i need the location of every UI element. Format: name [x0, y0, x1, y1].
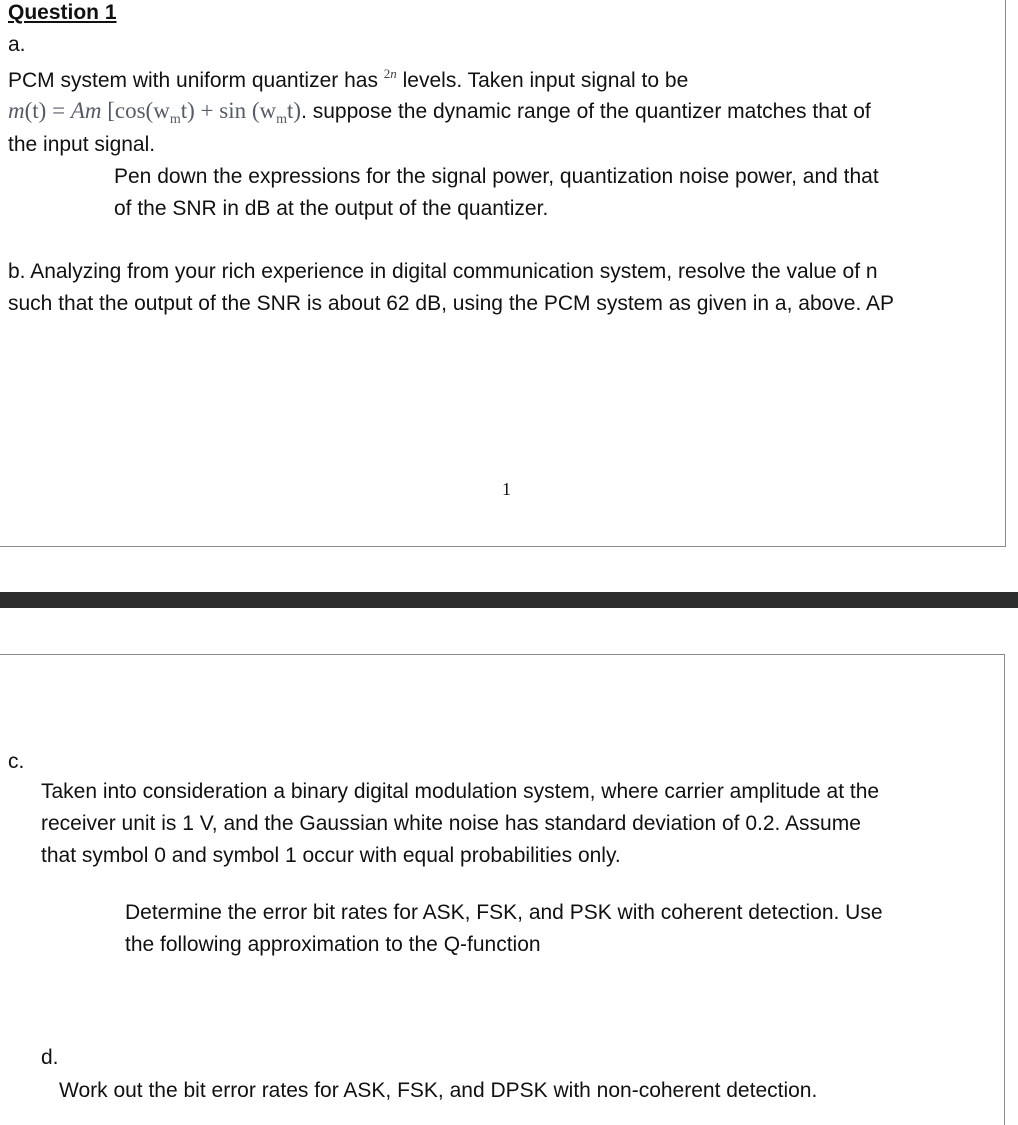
question-heading: Question 1 [8, 1, 117, 24]
page-number: 1 [502, 479, 511, 499]
part-a-label: a. [8, 33, 26, 56]
levels-expression: 2n [383, 66, 397, 81]
part-c-task-line1: Determine the error bit rates for ASK, FSK, and PSK with coherent detection. Use [125, 901, 883, 924]
part-a-task-line2: of the SNR in dB at the output of the quantizer. [114, 197, 549, 220]
part-a-task-line1: Pen down the expressions for the signal power, quantization noise power, and that [114, 165, 879, 188]
part-a-line3: the input signal. [8, 133, 156, 156]
part-d-line1: Work out the bit error rates for ASK, FSK, and DPSK with non-coherent detection. [59, 1079, 818, 1102]
part-c-label: c. [8, 750, 25, 773]
question-page-bottom [0, 654, 1005, 1125]
signal-formula-line: m(t) = Am [$\cos(w_mt) + \sin (w_mt)$. suppose the dynamic range of the quantizer matches that of [8, 98, 871, 127]
question-page-top [0, 0, 1006, 547]
part-d-label: d. [41, 1046, 59, 1069]
part-c-line2: receiver unit is 1 V, and the Gaussian white noise has standard deviation of 0.2. Assume [41, 812, 861, 835]
signal-formula: m(t) = Am [$\cos(w_mt) + \sin (w_mt)$ [8, 98, 302, 127]
page-separator [0, 592, 1018, 608]
part-b-line2: such that the output of the SNR is about 62 dB, using the PCM system as given in a, above. AP [8, 292, 895, 315]
part-b-line1: b. Analyzing from your rich experience in digital communication system, resolve the value of n [8, 260, 878, 283]
part-c-line1: Taken into consideration a binary digital modulation system, where carrier amplitude at the [41, 780, 880, 803]
part-c-task-line2: the following approximation to the Q-function [125, 933, 541, 956]
part-c-line3: that symbol 0 and symbol 1 occur with equal probabilities only. [41, 844, 621, 867]
part-a-line1: PCM system with uniform quantizer has $^{2n}$ levels. Taken input signal to be [8, 66, 689, 92]
